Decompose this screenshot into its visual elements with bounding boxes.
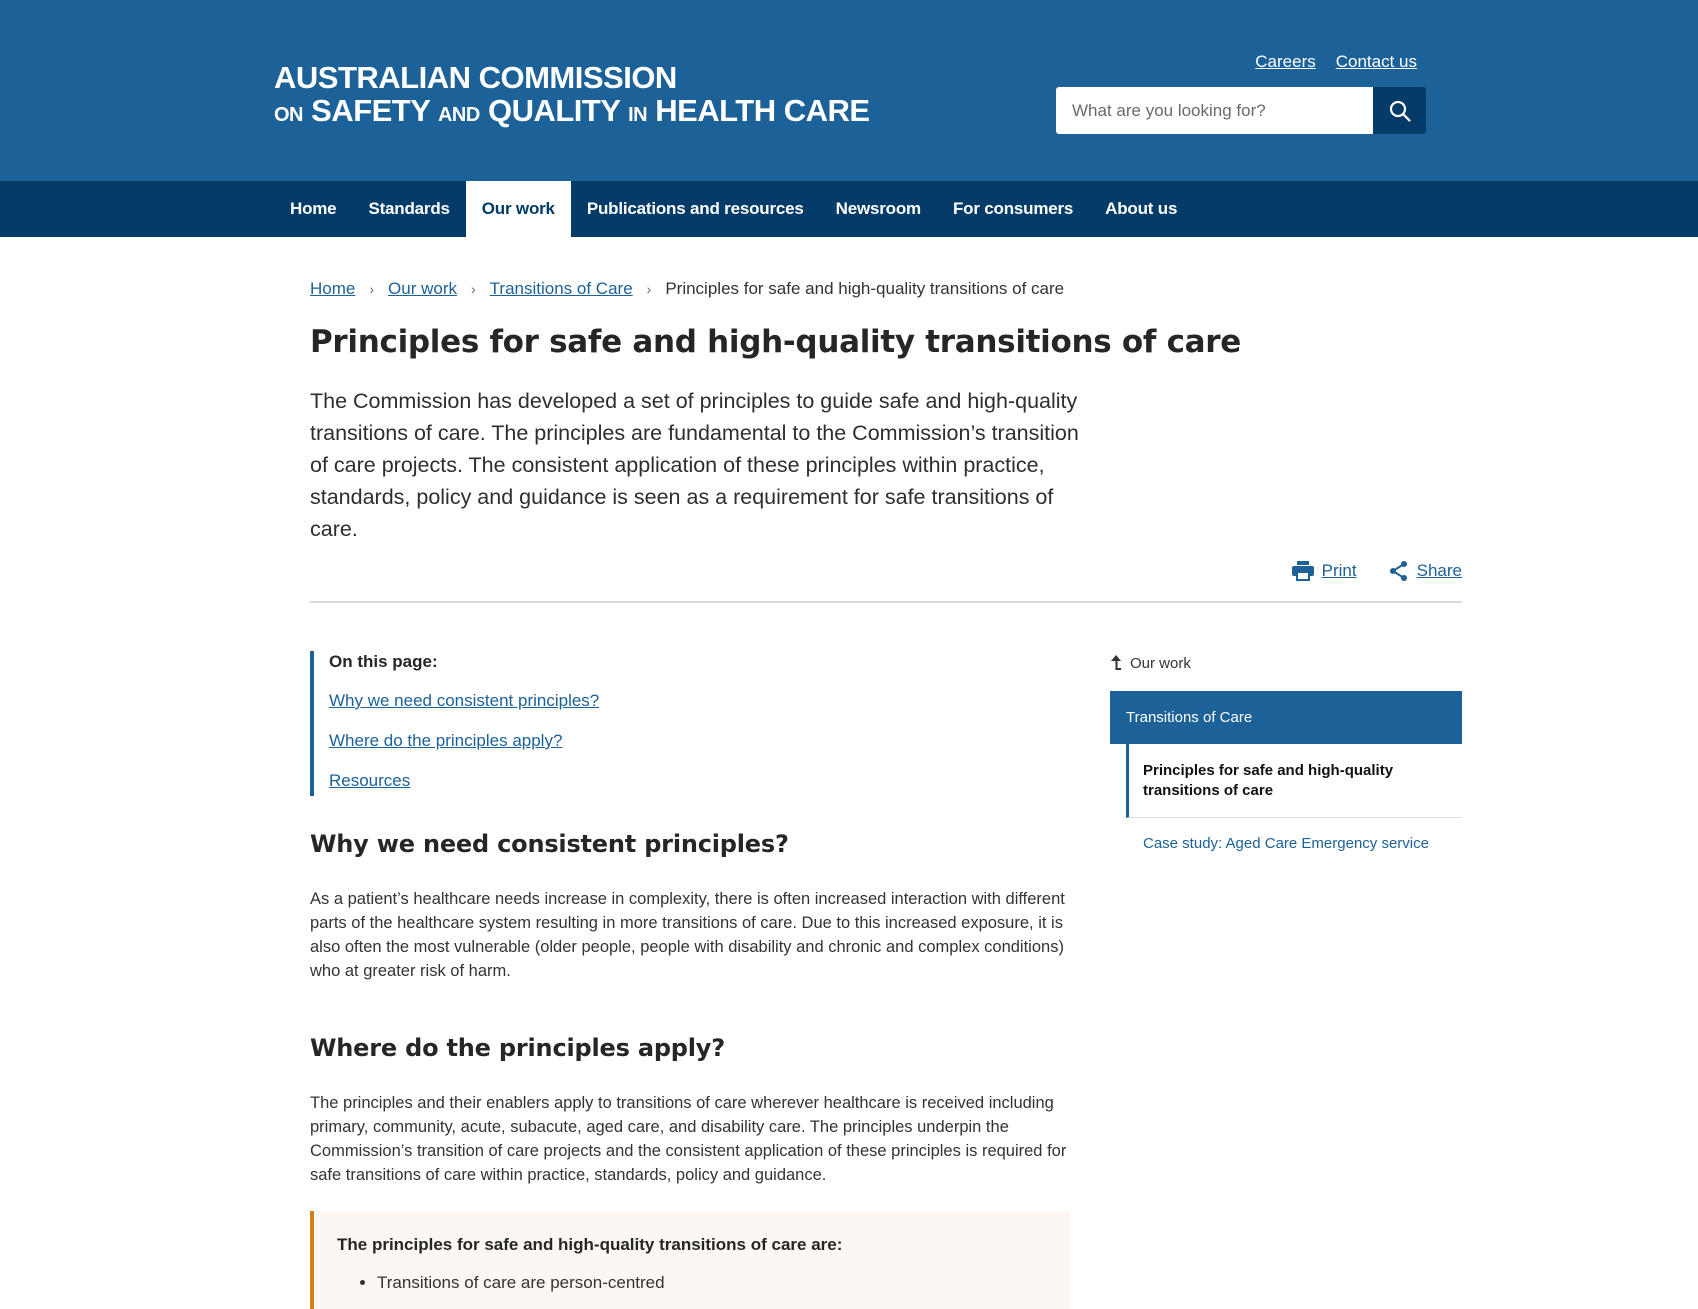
sidebar-item-case-study[interactable]: Case study: Aged Care Emergency service [1143,835,1429,852]
print-action[interactable] [1292,561,1357,581]
section-divider [310,601,1462,603]
section-body-why: As a patient’s healthcare needs increase in complexity, there is often increased interaction with different parts of the healthcare system resulting in more transitions of care. Due to this increased exposure, it is also often the most vulnerable (older people, people with disability and chronic and complex conditions) who at greater risk of harm. [310,890,1065,980]
section-sidebar [1110,650,1462,852]
share-link[interactable]: Share [1416,561,1462,580]
share-action[interactable] [1389,560,1462,582]
arrow-up-icon [1110,655,1122,671]
search-button[interactable] [1373,87,1426,134]
chevron-right-icon: › [471,281,476,297]
nav-item-about-us[interactable]: About us [1105,199,1178,218]
breadcrumb-transitions-of-care[interactable]: Transitions of Care [489,279,633,298]
list-item: • Transitions of care are person-centred [377,1271,1070,1295]
on-this-page [310,651,710,796]
search-form [1056,87,1426,134]
callout-title: The principles for safe and high-quality transitions of care are: [337,1235,843,1254]
site-header [0,0,1698,181]
breadcrumb-current: Principles for safe and high-quality transitions of care [665,279,1065,298]
nav-item-home[interactable]: Home [290,199,337,218]
nav-item-standards[interactable]: Standards [368,199,450,218]
search-input[interactable] [1056,87,1373,134]
logo-line-1: AUSTRALIAN COMMISSION [274,60,677,95]
main-navigation [0,181,1698,237]
breadcrumb-home[interactable]: Home [310,279,356,298]
careers-link[interactable]: Careers [1255,52,1316,71]
site-logo[interactable] [274,62,870,132]
intro-paragraph: The Commission has developed a set of principles to guide safe and high-quality transitions of care. The principles are fundamental to the Commission’s transition of care projects. The consistent application of these principles within practice, standards, policy and guidance is seen as a requirement for safe transitions of care. [310,389,1079,541]
page-title: Principles for safe and high-quality transitions of care [310,324,1241,360]
breadcrumb-our-work[interactable]: Our work [388,279,457,298]
chevron-right-icon: › [369,281,375,297]
principles-callout [310,1211,1070,1309]
page-actions [1292,560,1462,582]
sidebar-item-transitions-of-care[interactable]: Transitions of Care [1110,691,1462,744]
breadcrumb [310,279,1064,299]
toc-link-why[interactable]: Why we need consistent principles? [329,691,600,710]
search-icon [1388,99,1412,123]
section-heading-where: Where do the principles apply? [310,1034,725,1062]
nav-item-for-consumers[interactable]: For consumers [952,199,1074,218]
print-link[interactable]: Print [1321,561,1357,580]
utility-links [1255,52,1417,72]
on-this-page-label: On this page: [329,652,438,671]
print-icon [1292,561,1314,581]
sidebar-item-current[interactable]: Principles for safe and high-quality transitions of care [1126,744,1462,818]
sidebar-up-label: Our work [1130,654,1191,672]
section-heading-why: Why we need consistent principles? [310,830,789,858]
nav-item-publications[interactable]: Publications and resources [586,199,804,218]
share-icon [1389,560,1409,582]
section-body-where: The principles and their enablers apply to transitions of care wherever healthcare is received including primary, community, acute, subacute, aged care, and disability care. The principles underpin the Commission’s transition of care projects and the consistent application of these principles is required for safe transitions of care within practice, standards, policy and guidance. [310,1094,1067,1184]
contact-us-link[interactable]: Contact us [1335,52,1417,71]
logo-line-2: ON SAFETY AND QUALITY IN HEALTH CARE [274,93,870,128]
toc-link-where[interactable]: Where do the principles apply? [329,731,563,750]
chevron-right-icon: › [646,281,652,297]
toc-link-resources[interactable]: Resources [329,771,411,790]
nav-item-our-work[interactable]: Our work [466,181,571,237]
sidebar-up-link[interactable] [1110,650,1462,676]
principles-list [337,1271,1070,1295]
nav-item-newsroom[interactable]: Newsroom [835,199,921,218]
